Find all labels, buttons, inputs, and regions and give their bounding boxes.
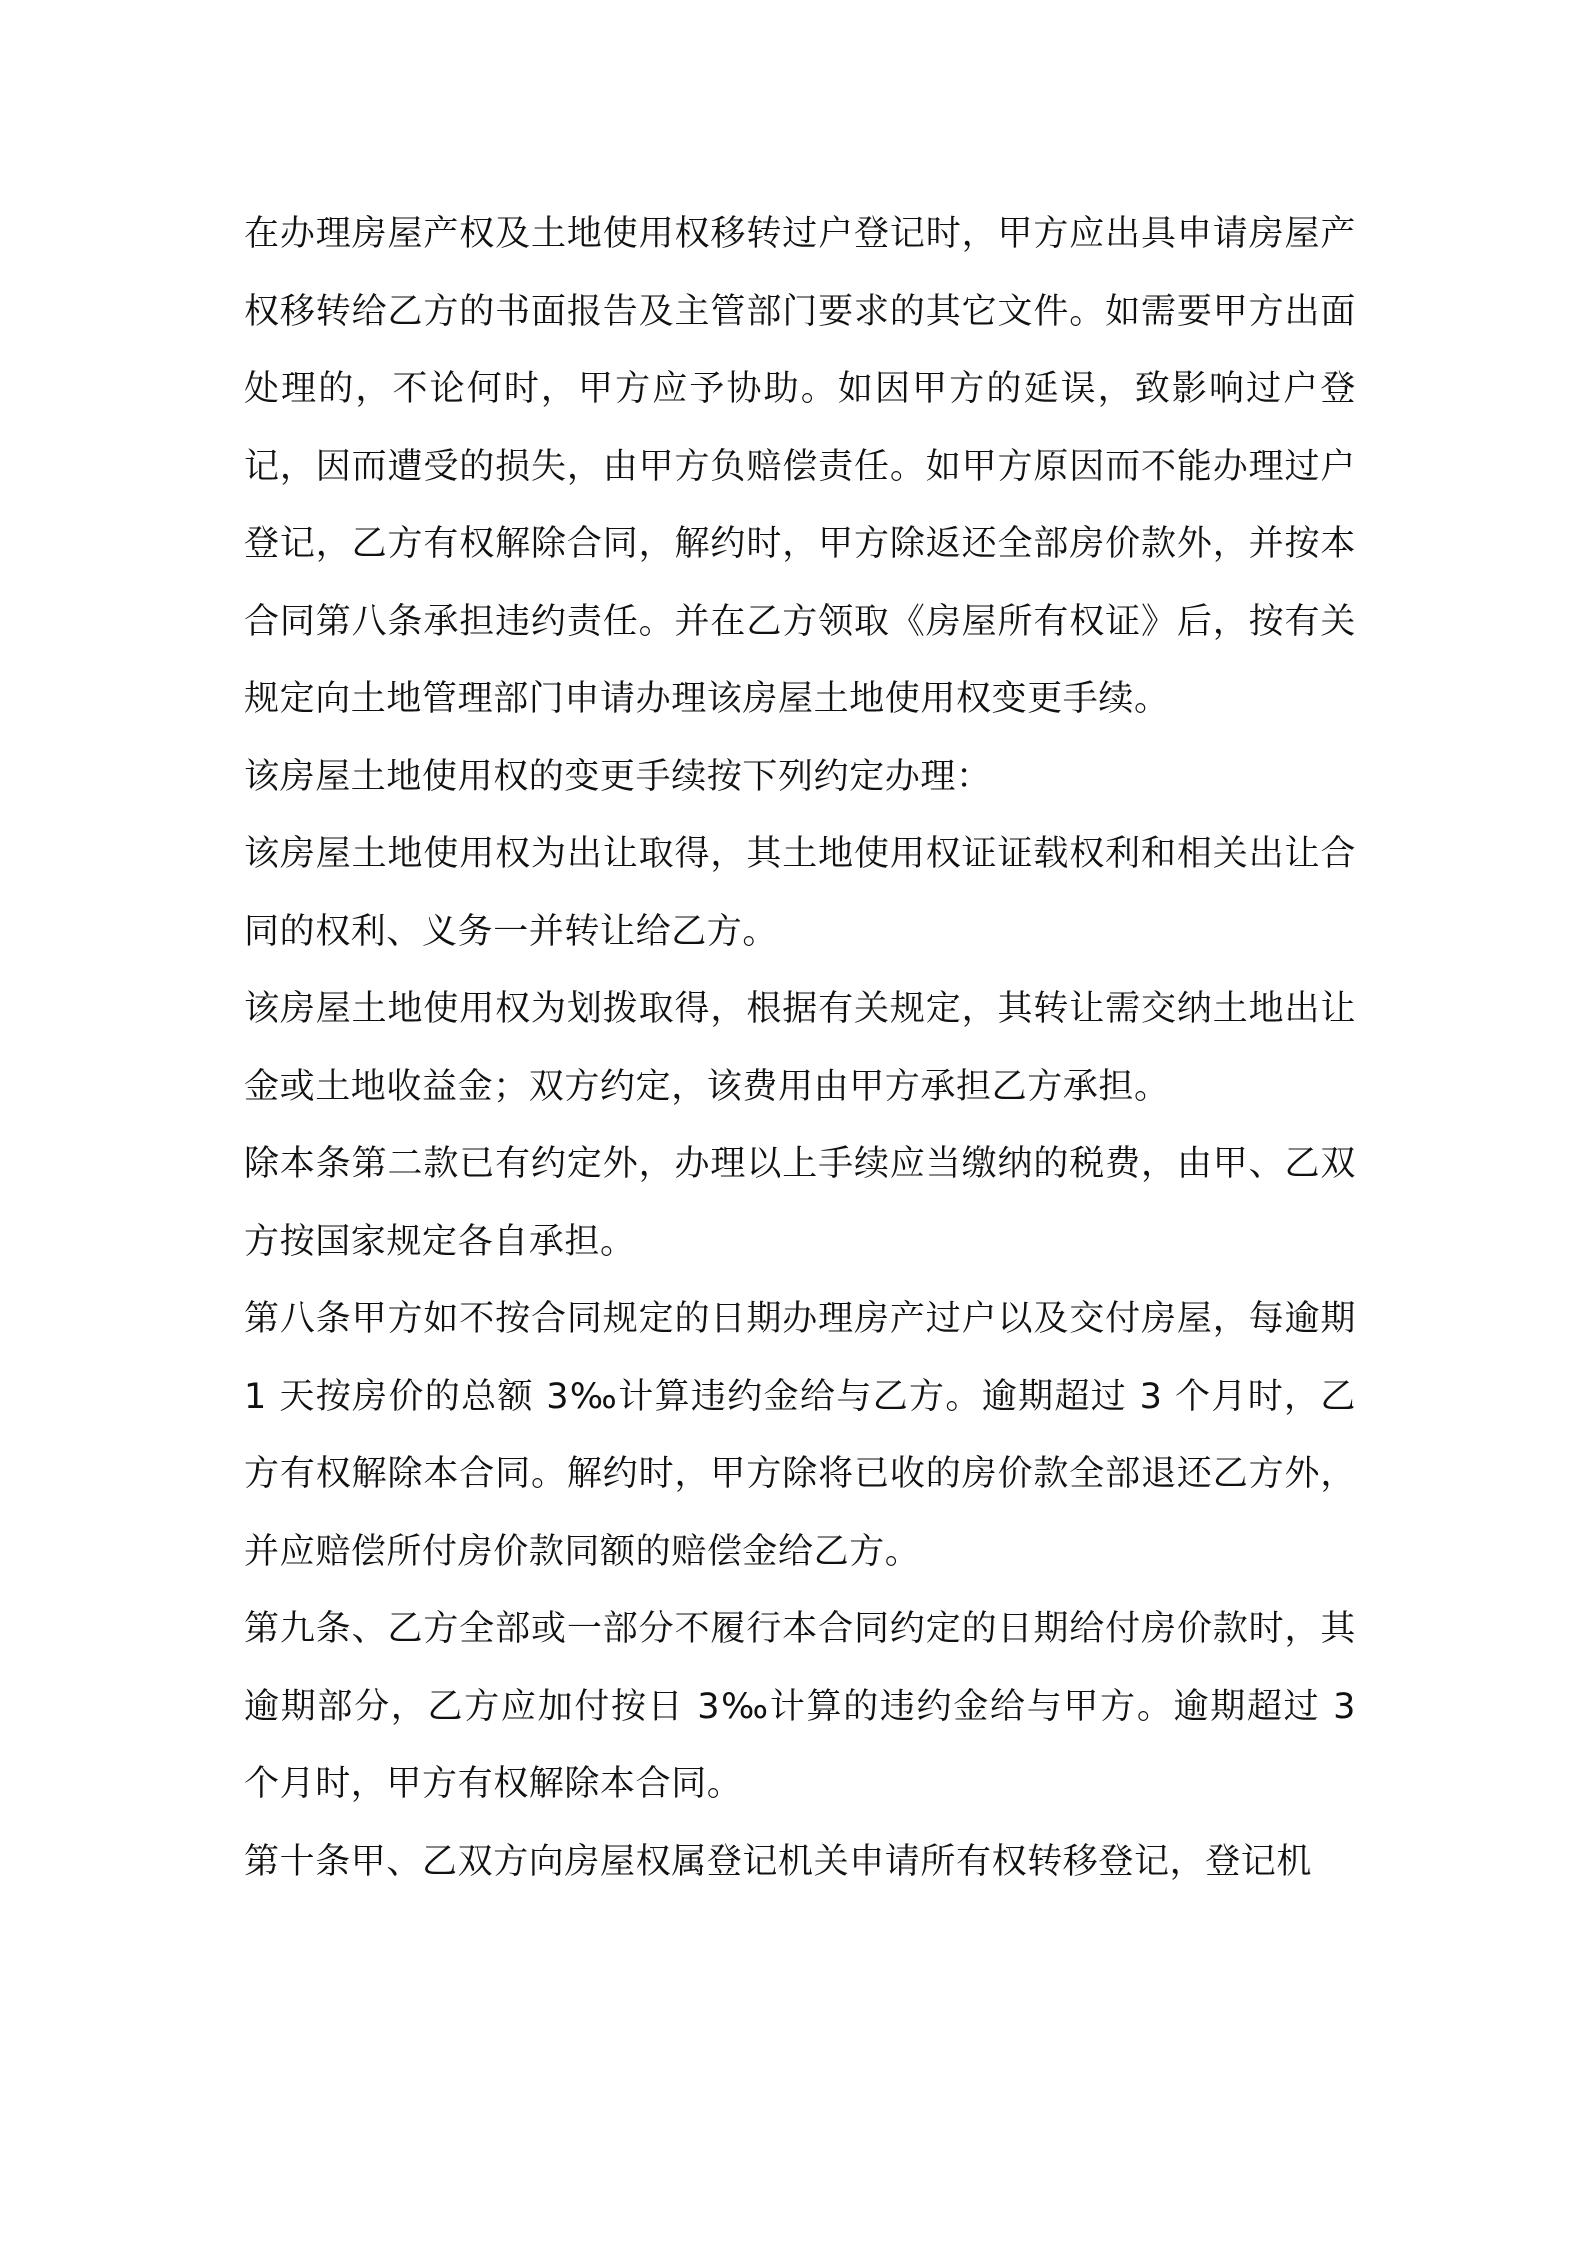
paragraph-article-10: 第十条甲、乙双方向房屋权属登记机关申请所有权转移登记，登记机 <box>244 1841 1313 1882</box>
paragraph-land-use-allocated: 该房屋土地使用权为划拨取得，根据有关规定，其转让需交纳土地出让金或土地收益金；双方约定，该费用由甲方承担乙方承担。 <box>244 989 1356 1107</box>
paragraph-land-use-procedure-intro: 该房屋土地使用权的变更手续按下列约定办理： <box>244 756 992 797</box>
document-body <box>244 196 1356 1901</box>
paragraph-article-8: 第八条甲方如不按合同规定的日期办理房产过户以及交付房屋，每逾期 1 天按房价的总额 3‰计算违约金给与乙方。逾期超过 3 个月时，乙方有权解除本合同。解约时，甲方除将已收的房价款全部退还乙方外，并应赔偿所付房价款同额的赔偿金给乙方。 <box>244 1299 1356 1572</box>
paragraph-article-9: 第九条、乙方全部或一部分不履行本合同约定的日期给付房价款时，其逾期部分，乙方应加付按日 3‰计算的违约金给与甲方。逾期超过 3 个月时，甲方有权解除本合同。 <box>244 1609 1356 1804</box>
paragraph-taxes-and-fees: 除本条第二款已有约定外，办理以上手续应当缴纳的税费，由甲、乙双方按国家规定各自承担。 <box>244 1144 1356 1262</box>
paragraph-transfer-registration: 在办理房屋产权及土地使用权移转过户登记时，甲方应出具申请房屋产权移转给乙方的书面报告及主管部门要求的其它文件。如需要甲方出面处理的，不论何时，甲方应予协助。如因甲方的延误，致影响过户登记，因而遭受的损失，由甲方负赔偿责任。如甲方原因而不能办理过户登记，乙方有权解除合同，解约时，甲方除返还全部房价款外，并按本合同第八条承担违约责任。并在乙方领取《房屋所有权证》后，按有关规定向土地管理部门申请办理该房屋土地使用权变更手续。 <box>244 214 1356 719</box>
paragraph-land-use-granted: 该房屋土地使用权为出让取得，其土地使用权证证载权利和相关出让合同的权利、义务一并转让给乙方。 <box>244 834 1356 952</box>
